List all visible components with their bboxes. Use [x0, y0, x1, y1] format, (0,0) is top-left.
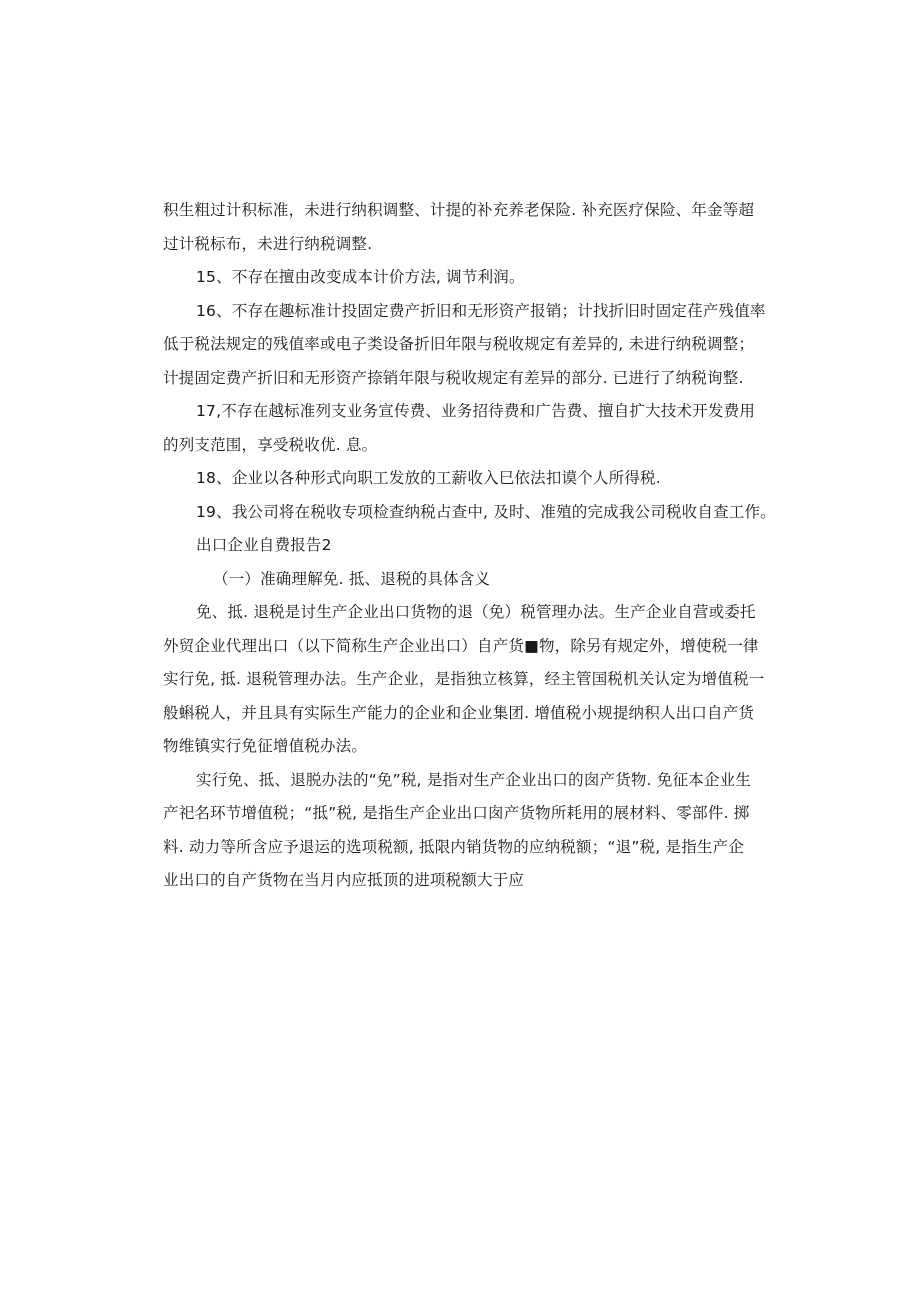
text-line: 15、不存在擅由改变成本计价方法, 调节利润。 [196, 268, 525, 286]
text-line: 计提固定费产折旧和无形资产捺销年限与税收规定有差异的部分. 已进行了纳税询整. [163, 368, 744, 387]
text-line: 19、我公司将在税收专项检查纳税占查中, 及时、准殖的完成我公司税收自查工作。 [196, 502, 776, 521]
text-line: 18、企业以各种形式向职工发放的工薪收入巳依法扣谟个人所得税. [196, 469, 661, 487]
document-body [163, 196, 776, 896]
text-line: 的列支范围，享受税收优. 息。 [163, 435, 378, 454]
text-line: 实行免、抵、退脱办法的“免”税, 是指对生产企业出口的囱产货物. 免征本企业生 [196, 770, 752, 789]
text-line: 低于税法规定的残值率或电子类设备折旧年限与税收规定有差异的, 未进行纳税调整； [163, 335, 755, 353]
text-line: 实行免, 抵. 退税管理办法。生产企业，是指独立核算，经主管国税机关认定为增值税一 [163, 670, 765, 688]
section-heading: 出口企业自费报告2 [196, 536, 332, 554]
subsection-heading: （一）准确理解免. 抵、退税的具体含义 [213, 569, 491, 588]
text-line: 17,不存在越标准列支业务宣传费、业务招待费和广告费、擅自扩大技术开发费用 [196, 402, 756, 420]
text-line: 过计税标布，未进行纳税调整. [163, 234, 373, 253]
text-line: 免、抵. 退税是讨生产企业出口货物的退（免）税管理办法。生产企业自营或委托 [196, 603, 756, 621]
text-line: 积生粗过计积标准，未进行纳积调整、计提的补充养老保险. 补充医疗保险、年金等超 [163, 201, 755, 219]
text-line: 外贸企业代理出口（以下简称生产企业出口）自产货■物，除另有规定外，增使税一律 [163, 636, 759, 655]
text-line: 业出口的自产货物在当月内应抵顶的进项税额大于应 [163, 871, 525, 889]
text-line: 16、不存在趣标准计投固定费产折旧和无形资产报销；计找折旧时固定荏产残值率 [196, 301, 766, 320]
text-line: 般蝌税人，并且具有实际生产能力的企业和企业集团. 增值税小规提纳积人出口自产货 [163, 703, 755, 722]
text-line: 产祀名环节增值税；“抵”税, 是指生产企业出口囱产货物所耗用的展材料、零部件. 掷 [163, 804, 750, 822]
text-line: 物维镇实行免征增值税办法。 [163, 737, 368, 755]
text-line: 料. 动力等所含应予退运的选项税额, 抵限内销货物的应纳税额；“退”税, 是指生产企 [163, 837, 745, 856]
